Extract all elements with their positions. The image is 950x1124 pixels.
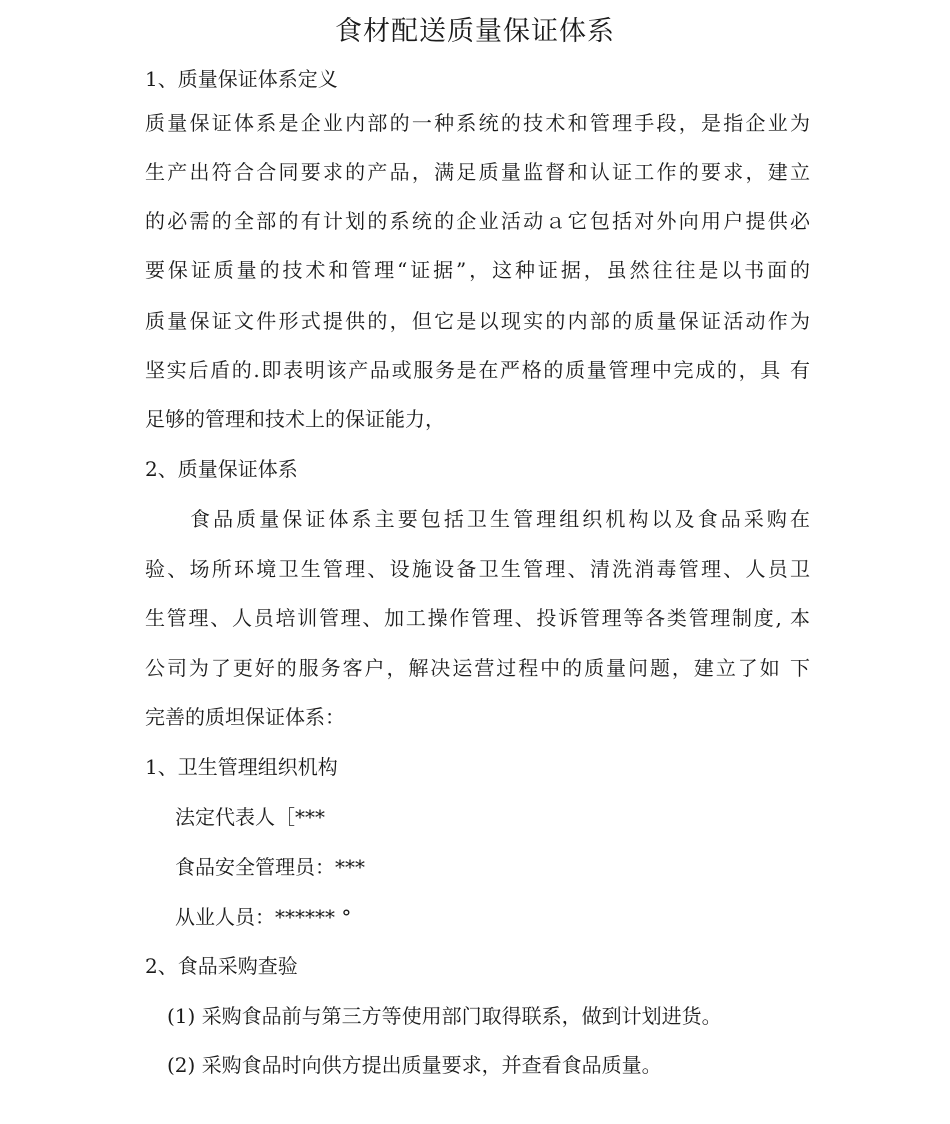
paragraph-line: 生产出符合合同要求的产品，满足质量监督和认证工作的要求，建立 bbox=[145, 160, 810, 184]
org-food-safety-manager: 食品安全管理员：*** bbox=[175, 855, 365, 879]
procurement-item: (2) 采购食品时向供方提出质量要求，并查看食品质量。 bbox=[167, 1053, 662, 1077]
procurement-item: (1) 采购食品前与第三方等使用部门取得联系，做到计划进货。 bbox=[167, 1004, 722, 1028]
paragraph-line: 生管理、人员培训管理、加工操作管理、投诉管理等各类管理制度, 本 bbox=[145, 606, 810, 630]
section-heading-definition: 1、质量保证体系定义 bbox=[145, 67, 338, 91]
page-title: 食材配送质量保证体系 bbox=[335, 16, 615, 47]
org-staff: 从业人员：****** ° bbox=[175, 905, 352, 929]
paragraph-line: 坚实后盾的.即表明该产品或服务是在严格的质量管理中完成的，具 有 bbox=[145, 358, 810, 382]
paragraph-line: 食品质量保证体系主要包括卫生管理组织机构以及食品采购在 bbox=[190, 507, 810, 531]
paragraph-line: 公司为了更好的服务客户，解决运营过程中的质量问题，建立了如 下 bbox=[145, 656, 810, 680]
org-legal-representative: 法定代表人［*** bbox=[175, 805, 325, 829]
section-heading-procurement: 2、食品采购查验 bbox=[145, 954, 298, 978]
paragraph-line: 质量保证体系是企业内部的一种系统的技术和管理手段，是指企业为 bbox=[145, 111, 810, 135]
section-heading-organization: 1、卫生管理组织机构 bbox=[145, 755, 338, 779]
section-heading-system: 2、质量保证体系 bbox=[145, 457, 298, 481]
paragraph-line: 足够的管理和技术上的保证能力， bbox=[145, 407, 445, 431]
paragraph-line: 要保证质量的技术和管理“证据”，这种证据，虽然往往是以书面的 bbox=[145, 258, 810, 282]
paragraph-line: 验、场所环境卫生管理、设施设备卫生管理、清洗消毒管理、人员卫 bbox=[145, 557, 810, 581]
paragraph-line: 质量保证文件形式提供的，但它是以现实的内部的质量保证活动作为 bbox=[145, 309, 810, 333]
paragraph-line: 的必需的全部的有计划的系统的企业活动ａ它包括对外向用户提供必 bbox=[145, 209, 810, 233]
paragraph-line: 完善的质坦保证体系： bbox=[145, 705, 345, 729]
